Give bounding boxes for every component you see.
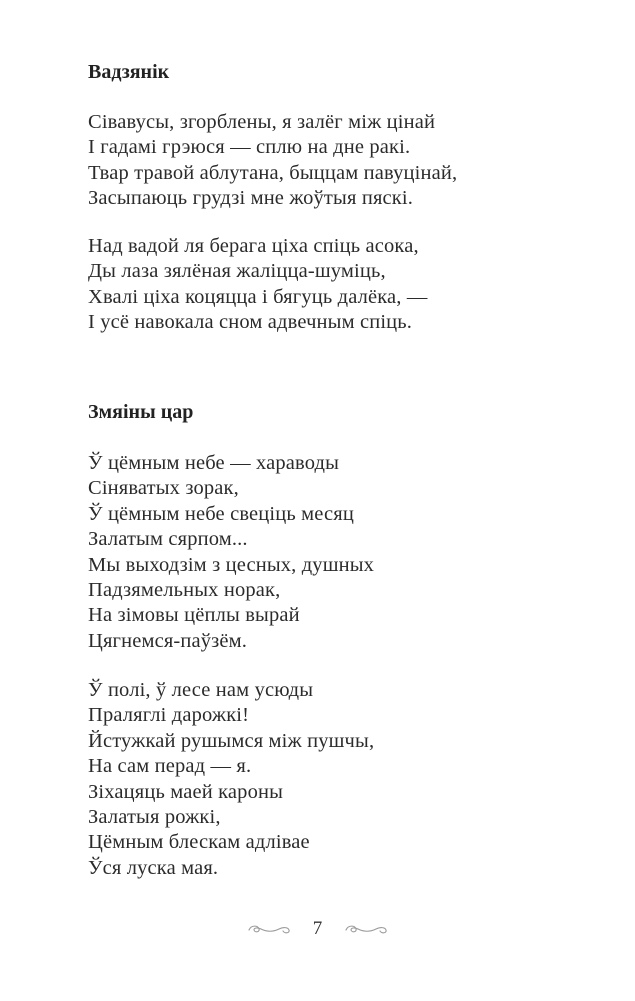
poem-title: Вадзянік xyxy=(88,61,170,83)
poem-line: На сам перад — я. xyxy=(88,755,252,778)
poem-line: І гадамі грэюся — сплю на дне ракі. xyxy=(88,136,411,159)
poem-line: Ў цёмным небе — хараводы xyxy=(88,452,340,474)
flourish-icon xyxy=(344,922,388,936)
poem-line: Цягнемся-паўзём. xyxy=(88,629,248,652)
poem-line: Засыпаюць грудзі мне жоўтыя пяскі. xyxy=(88,187,414,210)
flourish-icon xyxy=(247,922,291,936)
poem-line: Праляглі дарожкі! xyxy=(88,704,250,727)
poem-line: Над вадой ля берага ціха спіць асока, xyxy=(88,235,419,257)
poem-line: Йстужкай рушымся між пушчы, xyxy=(88,729,375,752)
poem-line: Ў полі, ў лесе нам усюды xyxy=(88,679,314,701)
poem-line: Зіхацяць маей кароны xyxy=(88,780,284,803)
poem-line: Мы выходзім з цесных, душных xyxy=(88,553,375,576)
poem-line: Ўся луска мая. xyxy=(88,856,219,879)
poem-line: Залатыя рожкі, xyxy=(88,805,221,828)
poem-line: Твар травой аблутана, быццам павуцінай, xyxy=(88,161,458,184)
poem-title: Змяіны цар xyxy=(88,401,194,423)
poem-stanza xyxy=(88,678,374,881)
poem-line: Залатым сярпом... xyxy=(88,528,248,551)
poem-line: І усё навокала сном адвечным спіць. xyxy=(88,311,413,334)
poem-stanza xyxy=(88,110,457,212)
poem-line: На зімовы цёплы вырай xyxy=(88,604,300,627)
poem-stanza xyxy=(88,234,428,336)
poem-line: Хвалі ціха коцяцца і бягуць далёка, — xyxy=(88,285,428,308)
poem-line: Ды лаза зялёная жаліцца-шуміць, xyxy=(88,260,386,283)
poem-line: Сіняватых зорак, xyxy=(88,477,239,500)
poem-line: Падзямельных норак, xyxy=(88,578,281,601)
page-number: 7 xyxy=(312,918,323,939)
poem-line: Ў цёмным небе свеціць месяц xyxy=(88,502,354,525)
poem-stanza xyxy=(88,451,374,654)
page-footer xyxy=(0,914,635,944)
poem-line: Сівавусы, згорблены, я залёг між цінай xyxy=(88,111,436,133)
poem-line: Цёмным блескам адлівае xyxy=(88,831,310,854)
